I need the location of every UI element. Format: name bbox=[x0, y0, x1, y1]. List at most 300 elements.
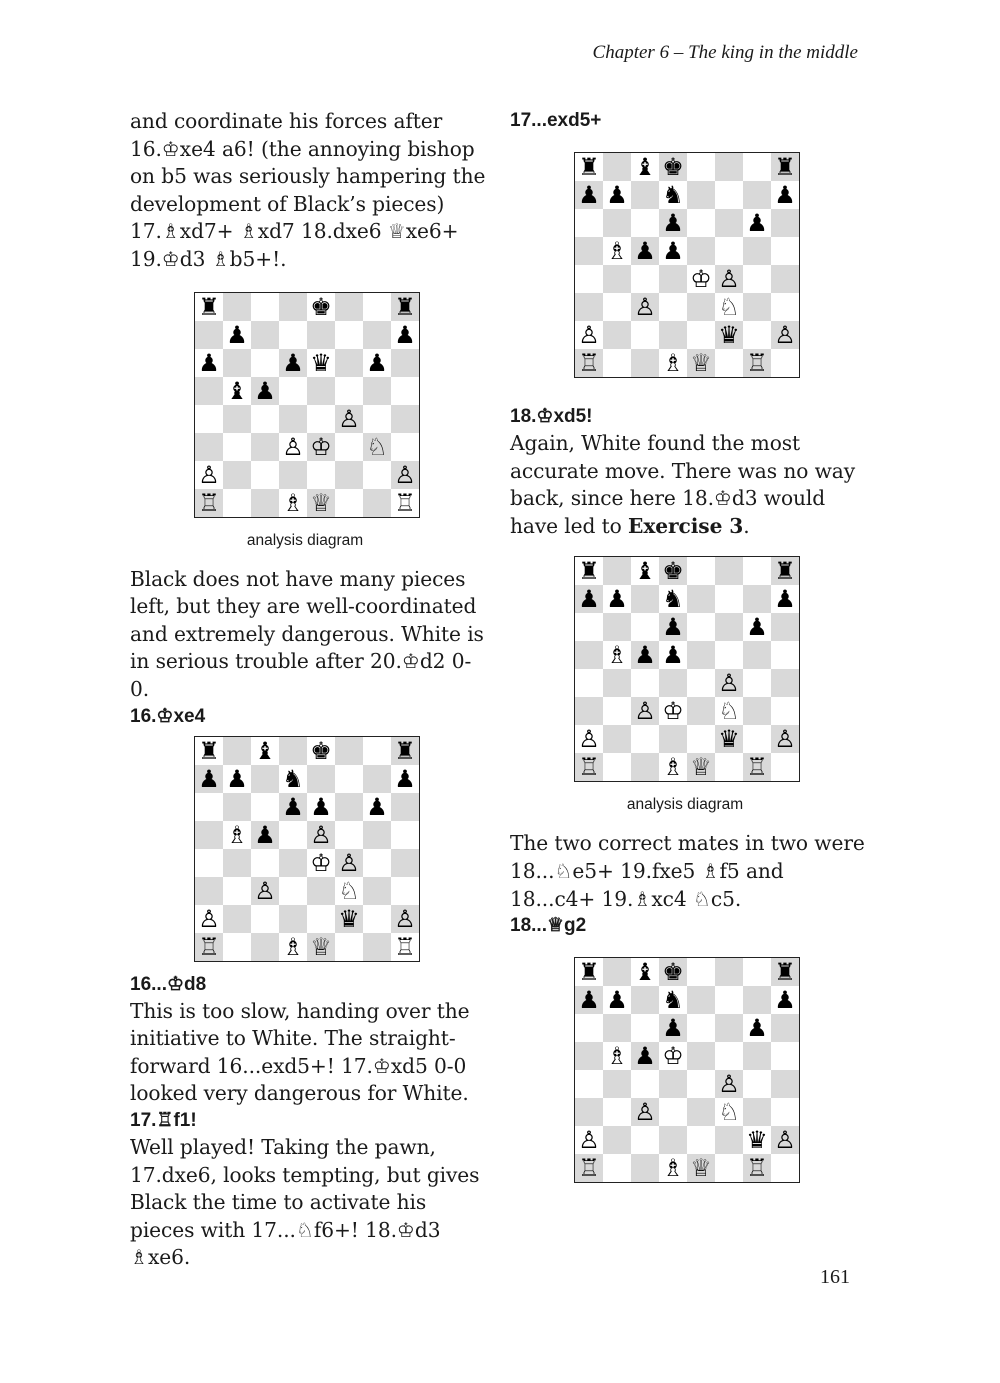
chess-diagram-4 bbox=[574, 556, 801, 782]
board-square bbox=[687, 557, 715, 585]
white-knight-icon: ♘ bbox=[715, 293, 743, 321]
black-queen-icon: ♛ bbox=[335, 905, 363, 933]
board-square bbox=[743, 1042, 771, 1070]
black-bishop-icon: ♝ bbox=[631, 557, 659, 585]
board-square bbox=[603, 613, 631, 641]
board-square bbox=[771, 265, 799, 293]
black-pawn-icon: ♟ bbox=[771, 986, 799, 1014]
board-square bbox=[771, 753, 799, 781]
board-square bbox=[743, 237, 771, 265]
board-square bbox=[251, 489, 279, 517]
board-square bbox=[715, 613, 743, 641]
black-rook-icon: ♜ bbox=[195, 737, 223, 765]
board-square bbox=[743, 958, 771, 986]
black-pawn-icon: ♟ bbox=[307, 793, 335, 821]
board-square bbox=[223, 489, 251, 517]
black-pawn-icon: ♟ bbox=[743, 209, 771, 237]
board-square bbox=[363, 405, 391, 433]
white-rook-icon: ♖ bbox=[743, 1154, 771, 1182]
board-square bbox=[687, 613, 715, 641]
white-bishop-icon: ♗ bbox=[223, 821, 251, 849]
white-pawn-icon: ♙ bbox=[631, 1098, 659, 1126]
board-square bbox=[335, 737, 363, 765]
board-square bbox=[603, 697, 631, 725]
board-square bbox=[391, 377, 419, 405]
board-square bbox=[279, 405, 307, 433]
chessboard bbox=[574, 152, 800, 378]
board-square bbox=[631, 1154, 659, 1182]
board-square bbox=[575, 265, 603, 293]
board-square bbox=[575, 697, 603, 725]
black-pawn-icon: ♟ bbox=[771, 181, 799, 209]
board-square bbox=[771, 1154, 799, 1182]
chessboard bbox=[574, 556, 800, 782]
board-square bbox=[771, 697, 799, 725]
black-rook-icon: ♜ bbox=[575, 557, 603, 585]
board-square bbox=[687, 209, 715, 237]
white-rook-icon: ♖ bbox=[575, 1154, 603, 1182]
board-square bbox=[391, 821, 419, 849]
running-head: Chapter 6 – The king in the middle bbox=[592, 42, 858, 63]
black-pawn-icon: ♟ bbox=[603, 585, 631, 613]
board-square bbox=[223, 293, 251, 321]
board-square bbox=[363, 737, 391, 765]
board-square bbox=[363, 461, 391, 489]
board-square bbox=[279, 821, 307, 849]
board-square bbox=[771, 1042, 799, 1070]
white-bishop-icon: ♗ bbox=[603, 237, 631, 265]
black-rook-icon: ♜ bbox=[771, 557, 799, 585]
white-pawn-icon: ♙ bbox=[307, 821, 335, 849]
left-paragraph-2: Black does not have many pieces left, but they are well-coordinated and extremely dangerous. White is in serious trouble after 20.♔d2 0-0. bbox=[130, 566, 484, 701]
black-pawn-icon: ♟ bbox=[575, 986, 603, 1014]
board-square bbox=[391, 405, 419, 433]
white-knight-icon: ♘ bbox=[715, 1098, 743, 1126]
black-pawn-icon: ♟ bbox=[391, 321, 419, 349]
board-square bbox=[715, 585, 743, 613]
black-knight-icon: ♞ bbox=[659, 986, 687, 1014]
board-square bbox=[603, 557, 631, 585]
board-square bbox=[251, 849, 279, 877]
move-heading-17-exd5: 17...exd5+ bbox=[510, 110, 602, 131]
board-square bbox=[659, 293, 687, 321]
board-square bbox=[659, 1098, 687, 1126]
black-pawn-icon: ♟ bbox=[743, 613, 771, 641]
right-paragraph-1-end: . bbox=[743, 513, 750, 538]
board-square bbox=[251, 405, 279, 433]
black-rook-icon: ♜ bbox=[771, 153, 799, 181]
board-square bbox=[631, 725, 659, 753]
board-square bbox=[687, 237, 715, 265]
white-pawn-icon: ♙ bbox=[715, 265, 743, 293]
black-pawn-icon: ♟ bbox=[195, 349, 223, 377]
white-pawn-icon: ♙ bbox=[771, 1126, 799, 1154]
board-square bbox=[771, 209, 799, 237]
board-square bbox=[195, 433, 223, 461]
board-square bbox=[223, 933, 251, 961]
board-square bbox=[335, 765, 363, 793]
board-square bbox=[687, 321, 715, 349]
board-square bbox=[363, 293, 391, 321]
board-square bbox=[687, 585, 715, 613]
black-rook-icon: ♜ bbox=[575, 153, 603, 181]
right-paragraph-1-text: Again, White found the most accurate move. There was no way back, since here 18.♔d3 would have led to bbox=[510, 431, 856, 538]
white-bishop-icon: ♗ bbox=[659, 349, 687, 377]
board-square bbox=[631, 321, 659, 349]
black-pawn-icon: ♟ bbox=[631, 641, 659, 669]
board-square bbox=[771, 613, 799, 641]
board-square bbox=[743, 585, 771, 613]
board-square bbox=[631, 209, 659, 237]
white-pawn-icon: ♙ bbox=[195, 461, 223, 489]
black-pawn-icon: ♟ bbox=[251, 821, 279, 849]
chess-diagram-2 bbox=[194, 736, 421, 962]
board-square bbox=[603, 1070, 631, 1098]
move-heading-18-qg2: 18...♕g2 bbox=[510, 915, 587, 937]
board-square bbox=[603, 1154, 631, 1182]
black-pawn-icon: ♟ bbox=[659, 613, 687, 641]
board-square bbox=[631, 585, 659, 613]
board-square bbox=[659, 725, 687, 753]
board-square bbox=[631, 1014, 659, 1042]
board-square bbox=[575, 613, 603, 641]
board-square bbox=[771, 293, 799, 321]
move-heading-18-kxd5: 18.♔xd5! bbox=[510, 406, 593, 427]
board-square bbox=[279, 377, 307, 405]
left-column bbox=[130, 108, 490, 1272]
black-pawn-icon: ♟ bbox=[631, 1042, 659, 1070]
board-square bbox=[743, 1070, 771, 1098]
board-square bbox=[279, 293, 307, 321]
board-square bbox=[603, 669, 631, 697]
white-pawn-icon: ♙ bbox=[715, 669, 743, 697]
board-square bbox=[715, 986, 743, 1014]
board-square bbox=[575, 209, 603, 237]
board-square bbox=[603, 265, 631, 293]
white-bishop-icon: ♗ bbox=[659, 1154, 687, 1182]
board-square bbox=[575, 669, 603, 697]
white-pawn-icon: ♙ bbox=[575, 1126, 603, 1154]
black-pawn-icon: ♟ bbox=[391, 765, 419, 793]
black-bishop-icon: ♝ bbox=[251, 737, 279, 765]
white-rook-icon: ♖ bbox=[575, 349, 603, 377]
board-square bbox=[251, 933, 279, 961]
board-square bbox=[743, 697, 771, 725]
board-square bbox=[251, 765, 279, 793]
black-king-icon: ♚ bbox=[307, 737, 335, 765]
left-paragraph-4: Well played! Taking the pawn, 17.dxe6, looks tempting, but gives Black the time to activate his pieces with 17...♘f6+! 18.♔d3 ♗xe6. bbox=[130, 1134, 480, 1270]
board-square bbox=[391, 433, 419, 461]
board-square bbox=[659, 321, 687, 349]
move-heading-17-rf1: 17.♖f1! bbox=[130, 1109, 197, 1131]
white-queen-icon: ♕ bbox=[687, 1154, 715, 1182]
board-square bbox=[195, 877, 223, 905]
board-square bbox=[251, 905, 279, 933]
board-square bbox=[771, 237, 799, 265]
chessboard bbox=[194, 736, 420, 962]
page-number: 161 bbox=[820, 1266, 850, 1288]
board-square bbox=[251, 461, 279, 489]
black-bishop-icon: ♝ bbox=[223, 377, 251, 405]
white-king-icon: ♔ bbox=[307, 433, 335, 461]
black-bishop-icon: ♝ bbox=[631, 153, 659, 181]
board-square bbox=[687, 641, 715, 669]
board-square bbox=[659, 1070, 687, 1098]
white-pawn-icon: ♙ bbox=[335, 849, 363, 877]
board-square bbox=[307, 765, 335, 793]
right-paragraph-1 bbox=[510, 430, 870, 540]
board-square bbox=[659, 1126, 687, 1154]
white-bishop-icon: ♗ bbox=[659, 753, 687, 781]
black-pawn-icon: ♟ bbox=[743, 1014, 771, 1042]
board-square bbox=[631, 265, 659, 293]
board-square bbox=[743, 669, 771, 697]
black-pawn-icon: ♟ bbox=[223, 321, 251, 349]
white-pawn-icon: ♙ bbox=[335, 405, 363, 433]
board-square bbox=[715, 1014, 743, 1042]
board-square bbox=[687, 1070, 715, 1098]
board-square bbox=[743, 641, 771, 669]
board-square bbox=[251, 349, 279, 377]
board-square bbox=[743, 265, 771, 293]
board-square bbox=[771, 1014, 799, 1042]
white-pawn-icon: ♙ bbox=[575, 321, 603, 349]
black-rook-icon: ♜ bbox=[771, 958, 799, 986]
board-square bbox=[223, 905, 251, 933]
board-square bbox=[195, 793, 223, 821]
black-knight-icon: ♞ bbox=[659, 181, 687, 209]
board-square bbox=[715, 209, 743, 237]
board-square bbox=[363, 849, 391, 877]
board-square bbox=[603, 725, 631, 753]
board-square bbox=[279, 877, 307, 905]
board-square bbox=[687, 725, 715, 753]
board-square bbox=[335, 433, 363, 461]
board-square bbox=[631, 1126, 659, 1154]
black-knight-icon: ♞ bbox=[279, 765, 307, 793]
board-square bbox=[575, 1070, 603, 1098]
right-paragraph-2: The two correct mates in two were 18...♘e5+ 19.fxe5 ♗f5 and 18...c4+ 19.♗xc4 ♘c5. bbox=[510, 831, 865, 911]
board-square bbox=[743, 181, 771, 209]
white-king-icon: ♔ bbox=[659, 1042, 687, 1070]
exercise-reference: Exercise 3 bbox=[628, 513, 744, 538]
board-square bbox=[603, 349, 631, 377]
white-queen-icon: ♕ bbox=[687, 349, 715, 377]
board-square bbox=[307, 905, 335, 933]
board-square bbox=[335, 321, 363, 349]
board-square bbox=[687, 1042, 715, 1070]
board-square bbox=[687, 1126, 715, 1154]
board-square bbox=[687, 958, 715, 986]
board-square bbox=[575, 237, 603, 265]
board-square bbox=[363, 905, 391, 933]
white-rook-icon: ♖ bbox=[575, 753, 603, 781]
move-heading-16-kd8: 16...♔d8 bbox=[130, 973, 207, 995]
board-square bbox=[223, 405, 251, 433]
board-square bbox=[195, 405, 223, 433]
chessboard bbox=[574, 957, 800, 1183]
white-bishop-icon: ♗ bbox=[279, 489, 307, 517]
board-square bbox=[363, 765, 391, 793]
board-square bbox=[391, 849, 419, 877]
board-square bbox=[771, 349, 799, 377]
board-square bbox=[715, 153, 743, 181]
board-square bbox=[631, 669, 659, 697]
chess-diagram-1 bbox=[194, 292, 421, 518]
board-square bbox=[575, 293, 603, 321]
board-square bbox=[251, 433, 279, 461]
black-pawn-icon: ♟ bbox=[659, 1014, 687, 1042]
black-queen-icon: ♛ bbox=[715, 321, 743, 349]
black-pawn-icon: ♟ bbox=[771, 585, 799, 613]
white-rook-icon: ♖ bbox=[391, 933, 419, 961]
white-knight-icon: ♘ bbox=[335, 877, 363, 905]
board-square bbox=[743, 321, 771, 349]
board-square bbox=[363, 877, 391, 905]
diagram-caption-2: analysis diagram bbox=[626, 796, 744, 814]
board-square bbox=[279, 461, 307, 489]
board-square bbox=[391, 349, 419, 377]
board-square bbox=[603, 1126, 631, 1154]
board-square bbox=[743, 1098, 771, 1126]
board-square bbox=[631, 753, 659, 781]
board-square bbox=[575, 641, 603, 669]
white-bishop-icon: ♗ bbox=[279, 933, 307, 961]
board-square bbox=[743, 153, 771, 181]
board-square bbox=[603, 321, 631, 349]
board-square bbox=[715, 1154, 743, 1182]
chess-diagram-5 bbox=[574, 957, 801, 1183]
black-pawn-icon: ♟ bbox=[363, 349, 391, 377]
board-square bbox=[279, 849, 307, 877]
board-square bbox=[687, 669, 715, 697]
board-square bbox=[223, 737, 251, 765]
black-pawn-icon: ♟ bbox=[603, 181, 631, 209]
board-square bbox=[603, 1014, 631, 1042]
board-square bbox=[223, 793, 251, 821]
board-square bbox=[279, 321, 307, 349]
board-square bbox=[575, 1014, 603, 1042]
white-pawn-icon: ♙ bbox=[631, 697, 659, 725]
board-square bbox=[335, 349, 363, 377]
white-bishop-icon: ♗ bbox=[603, 1042, 631, 1070]
board-square bbox=[715, 641, 743, 669]
white-pawn-icon: ♙ bbox=[715, 1070, 743, 1098]
board-square bbox=[335, 293, 363, 321]
chess-diagram-3 bbox=[574, 152, 801, 378]
black-pawn-icon: ♟ bbox=[659, 237, 687, 265]
board-square bbox=[307, 405, 335, 433]
board-square bbox=[575, 1042, 603, 1070]
board-square bbox=[195, 849, 223, 877]
board-square bbox=[743, 557, 771, 585]
board-square bbox=[195, 821, 223, 849]
white-rook-icon: ♖ bbox=[195, 933, 223, 961]
black-knight-icon: ♞ bbox=[659, 585, 687, 613]
board-square bbox=[631, 181, 659, 209]
black-king-icon: ♚ bbox=[659, 557, 687, 585]
black-rook-icon: ♜ bbox=[575, 958, 603, 986]
board-square bbox=[631, 613, 659, 641]
board-square bbox=[631, 349, 659, 377]
board-square bbox=[687, 1098, 715, 1126]
board-square bbox=[279, 905, 307, 933]
black-rook-icon: ♜ bbox=[391, 737, 419, 765]
board-square bbox=[687, 153, 715, 181]
chessboard bbox=[194, 292, 420, 518]
black-bishop-icon: ♝ bbox=[631, 958, 659, 986]
black-rook-icon: ♜ bbox=[391, 293, 419, 321]
board-square bbox=[659, 265, 687, 293]
white-rook-icon: ♖ bbox=[195, 489, 223, 517]
board-square bbox=[251, 793, 279, 821]
board-square bbox=[251, 293, 279, 321]
board-square bbox=[363, 321, 391, 349]
black-pawn-icon: ♟ bbox=[603, 986, 631, 1014]
board-square bbox=[307, 461, 335, 489]
black-pawn-icon: ♟ bbox=[575, 181, 603, 209]
board-square bbox=[363, 489, 391, 517]
white-knight-icon: ♘ bbox=[715, 697, 743, 725]
black-king-icon: ♚ bbox=[659, 958, 687, 986]
board-square bbox=[363, 821, 391, 849]
board-square bbox=[687, 181, 715, 209]
board-square bbox=[771, 669, 799, 697]
board-square bbox=[687, 1014, 715, 1042]
white-pawn-icon: ♙ bbox=[771, 321, 799, 349]
board-square bbox=[659, 669, 687, 697]
white-pawn-icon: ♙ bbox=[279, 433, 307, 461]
white-pawn-icon: ♙ bbox=[195, 905, 223, 933]
board-square bbox=[715, 349, 743, 377]
board-square bbox=[335, 489, 363, 517]
black-pawn-icon: ♟ bbox=[279, 349, 307, 377]
white-pawn-icon: ♙ bbox=[575, 725, 603, 753]
board-square bbox=[223, 461, 251, 489]
board-square bbox=[223, 349, 251, 377]
board-square bbox=[603, 753, 631, 781]
board-square bbox=[391, 793, 419, 821]
white-king-icon: ♔ bbox=[307, 849, 335, 877]
board-square bbox=[715, 1126, 743, 1154]
board-square bbox=[195, 321, 223, 349]
board-square bbox=[631, 986, 659, 1014]
board-square bbox=[687, 986, 715, 1014]
white-queen-icon: ♕ bbox=[687, 753, 715, 781]
black-queen-icon: ♛ bbox=[715, 725, 743, 753]
white-king-icon: ♔ bbox=[659, 697, 687, 725]
white-rook-icon: ♖ bbox=[743, 349, 771, 377]
board-square bbox=[743, 293, 771, 321]
board-square bbox=[335, 821, 363, 849]
board-square bbox=[771, 1098, 799, 1126]
black-pawn-icon: ♟ bbox=[575, 585, 603, 613]
board-square bbox=[687, 293, 715, 321]
black-pawn-icon: ♟ bbox=[631, 237, 659, 265]
white-pawn-icon: ♙ bbox=[631, 293, 659, 321]
board-square bbox=[279, 737, 307, 765]
black-pawn-icon: ♟ bbox=[251, 377, 279, 405]
board-square bbox=[687, 697, 715, 725]
board-square bbox=[223, 849, 251, 877]
board-square bbox=[575, 1098, 603, 1126]
board-square bbox=[603, 209, 631, 237]
board-square bbox=[335, 377, 363, 405]
board-square bbox=[307, 377, 335, 405]
white-knight-icon: ♘ bbox=[363, 433, 391, 461]
board-square bbox=[771, 641, 799, 669]
white-pawn-icon: ♙ bbox=[251, 877, 279, 905]
